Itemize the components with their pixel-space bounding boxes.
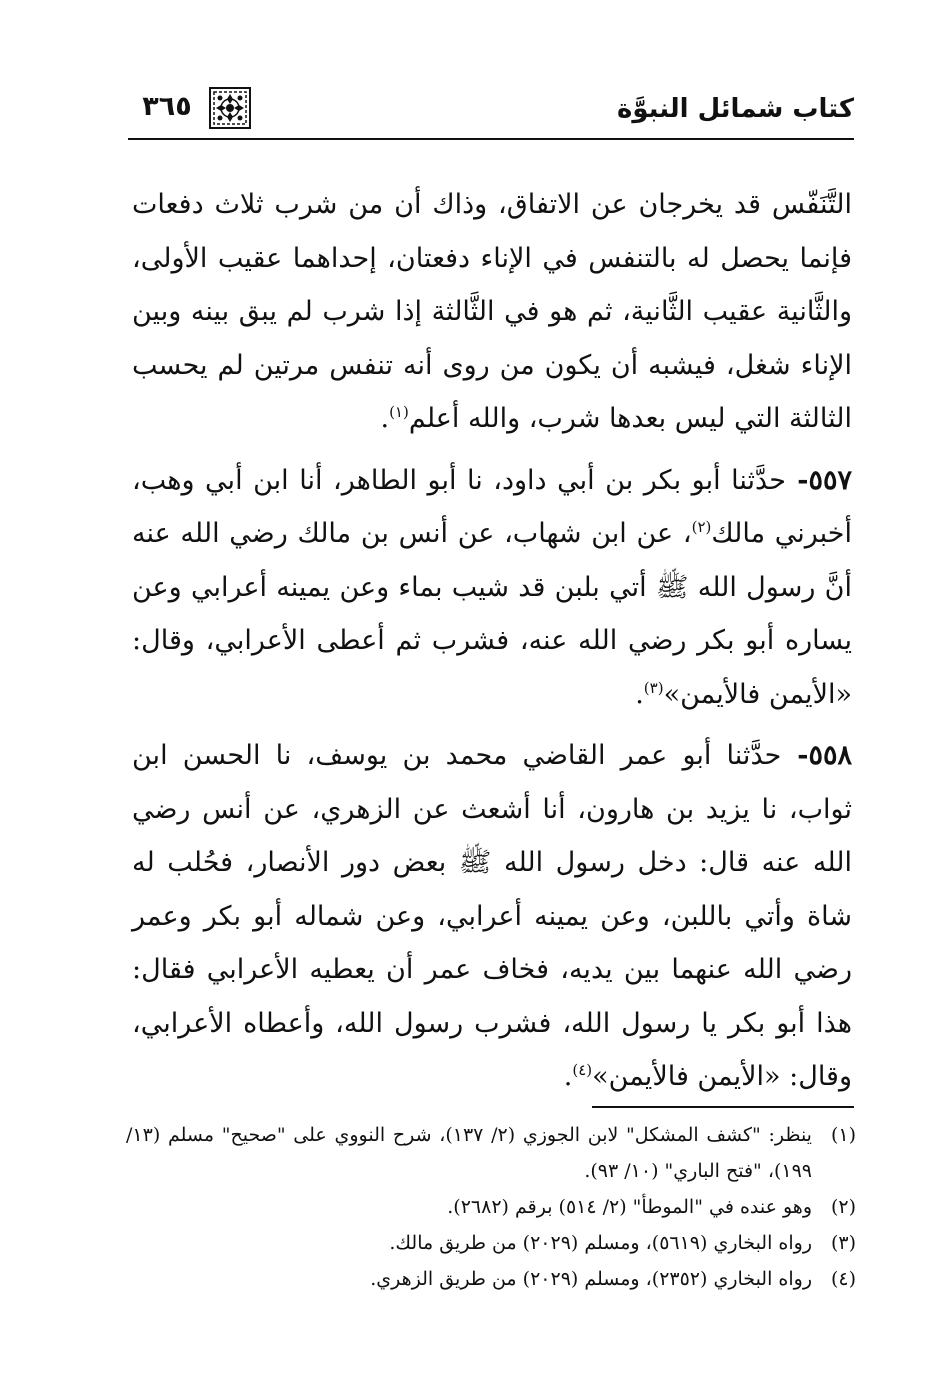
- footnote-ref-1[interactable]: (١): [389, 403, 409, 421]
- paragraph-continuation: [132, 178, 852, 446]
- square-floral-ornament-icon: [208, 86, 252, 130]
- page-number: ٣٦٥: [142, 91, 192, 122]
- footnote-divider: [592, 1106, 854, 1108]
- paragraph-end: .: [563, 1061, 573, 1092]
- book-title: كتاب شمائل النبوَّة: [616, 94, 854, 124]
- paragraph-text-cont: ، عن ابن شهاب، عن أنس بن مالك رضي الله عنه أنَّ رسول الله ﷺ أتي بلبن قد شيب بماء وعن يمينه أعرابي وعن يساره أبو بكر رضي الله عنه، فشرب ثم أعطى الأعرابي، وقال: «الأيمن فالأيمن»: [132, 518, 852, 710]
- main-text: [132, 178, 852, 1104]
- footnote-2: [126, 1189, 856, 1225]
- hadith-558: [132, 729, 852, 1104]
- footnote-1: [126, 1117, 856, 1189]
- paragraph-end: .: [380, 403, 390, 434]
- footnote-ref-4[interactable]: (٤): [572, 1061, 593, 1079]
- paragraph-text: حدَّثنا أبو بكر بن أبي داود، نا أبو الطاهر، أنا ابن أبي وهب، أخبرني مالك: [132, 464, 852, 549]
- paragraph-text: حدَّثنا أبو عمر القاضي محمد بن يوسف، نا الحسن ابن ثواب، نا يزيد بن هارون، أنا أشعث عن الزهري، عن أنس رضي الله عنه قال: دخل رسول الله ﷺ بعض دور الأنصار، فحُلب له شاة وأتي باللبن، وعن يمينه أعرابي، وعن شماله أبو بكر وعمر رضي الله عنهما بين يديه، فخاف عمر أن يعطيه الأعرابي فقال: هذا أبو بكر يا رسول الله، فشرب رسول الله، وأعطاه الأعرابي، وقال: «الأيمن فالأيمن»: [132, 740, 852, 1092]
- footnote-3: [126, 1225, 856, 1261]
- page-header: [128, 82, 854, 142]
- footnote-ref-2[interactable]: (٢): [691, 518, 712, 536]
- paragraph-end: .: [635, 678, 644, 710]
- footnote-text: ينظر: "كشف المشكل" لابن الجوزي (٢/ ١٣٧)، شرح النووي على "صحيح" مسلم (١٣/ ١٩٩)، "فتح الباري" (١٠/ ٩٣).: [126, 1124, 812, 1182]
- footnote-ref-3[interactable]: (٣): [643, 678, 664, 697]
- paragraph-text: التَّنَفّس قد يخرجان عن الاتفاق، وذاك أن من شرب ثلاث دفعات فإنما يحصل له بالتنفس في الإناء دفعتان، إحداهما عقيب الأولى، والثَّانية عقيب الثَّانية، ثم هو في الثَّالثة إذا شرب لم يبق بينه وبين الإناء شغل، فيشبه أن يكون من روى أنه تنفس مرتين لم يحسب الثالثة التي ليس بعدها شرب، والله أعلم: [132, 189, 852, 434]
- footnote-marker: (٣): [830, 1232, 856, 1254]
- footnote-text: رواه البخاري (٥٦١٩)، ومسلم (٢٠٢٩) من طريق مالك.: [389, 1232, 812, 1254]
- footnote-marker: (٤): [830, 1268, 856, 1290]
- hadith-number: ٥٥٧-: [785, 464, 853, 496]
- footnote-marker: (١): [830, 1124, 856, 1146]
- hadith-number: ٥٥٨-: [781, 740, 852, 771]
- header-divider: [128, 138, 854, 140]
- hadith-557: [132, 454, 852, 722]
- footnote-text: وهو عنده في "الموطأ" (٢/ ٥١٤) برقم (٢٦٨٢).: [447, 1196, 812, 1218]
- footnote-marker: (٢): [830, 1196, 856, 1218]
- footnote-4: [126, 1261, 856, 1297]
- footnotes: [126, 1117, 856, 1297]
- footnote-text: رواه البخاري (٢٣٥٢)، ومسلم (٢٠٢٩) من طريق الزهري.: [370, 1268, 812, 1290]
